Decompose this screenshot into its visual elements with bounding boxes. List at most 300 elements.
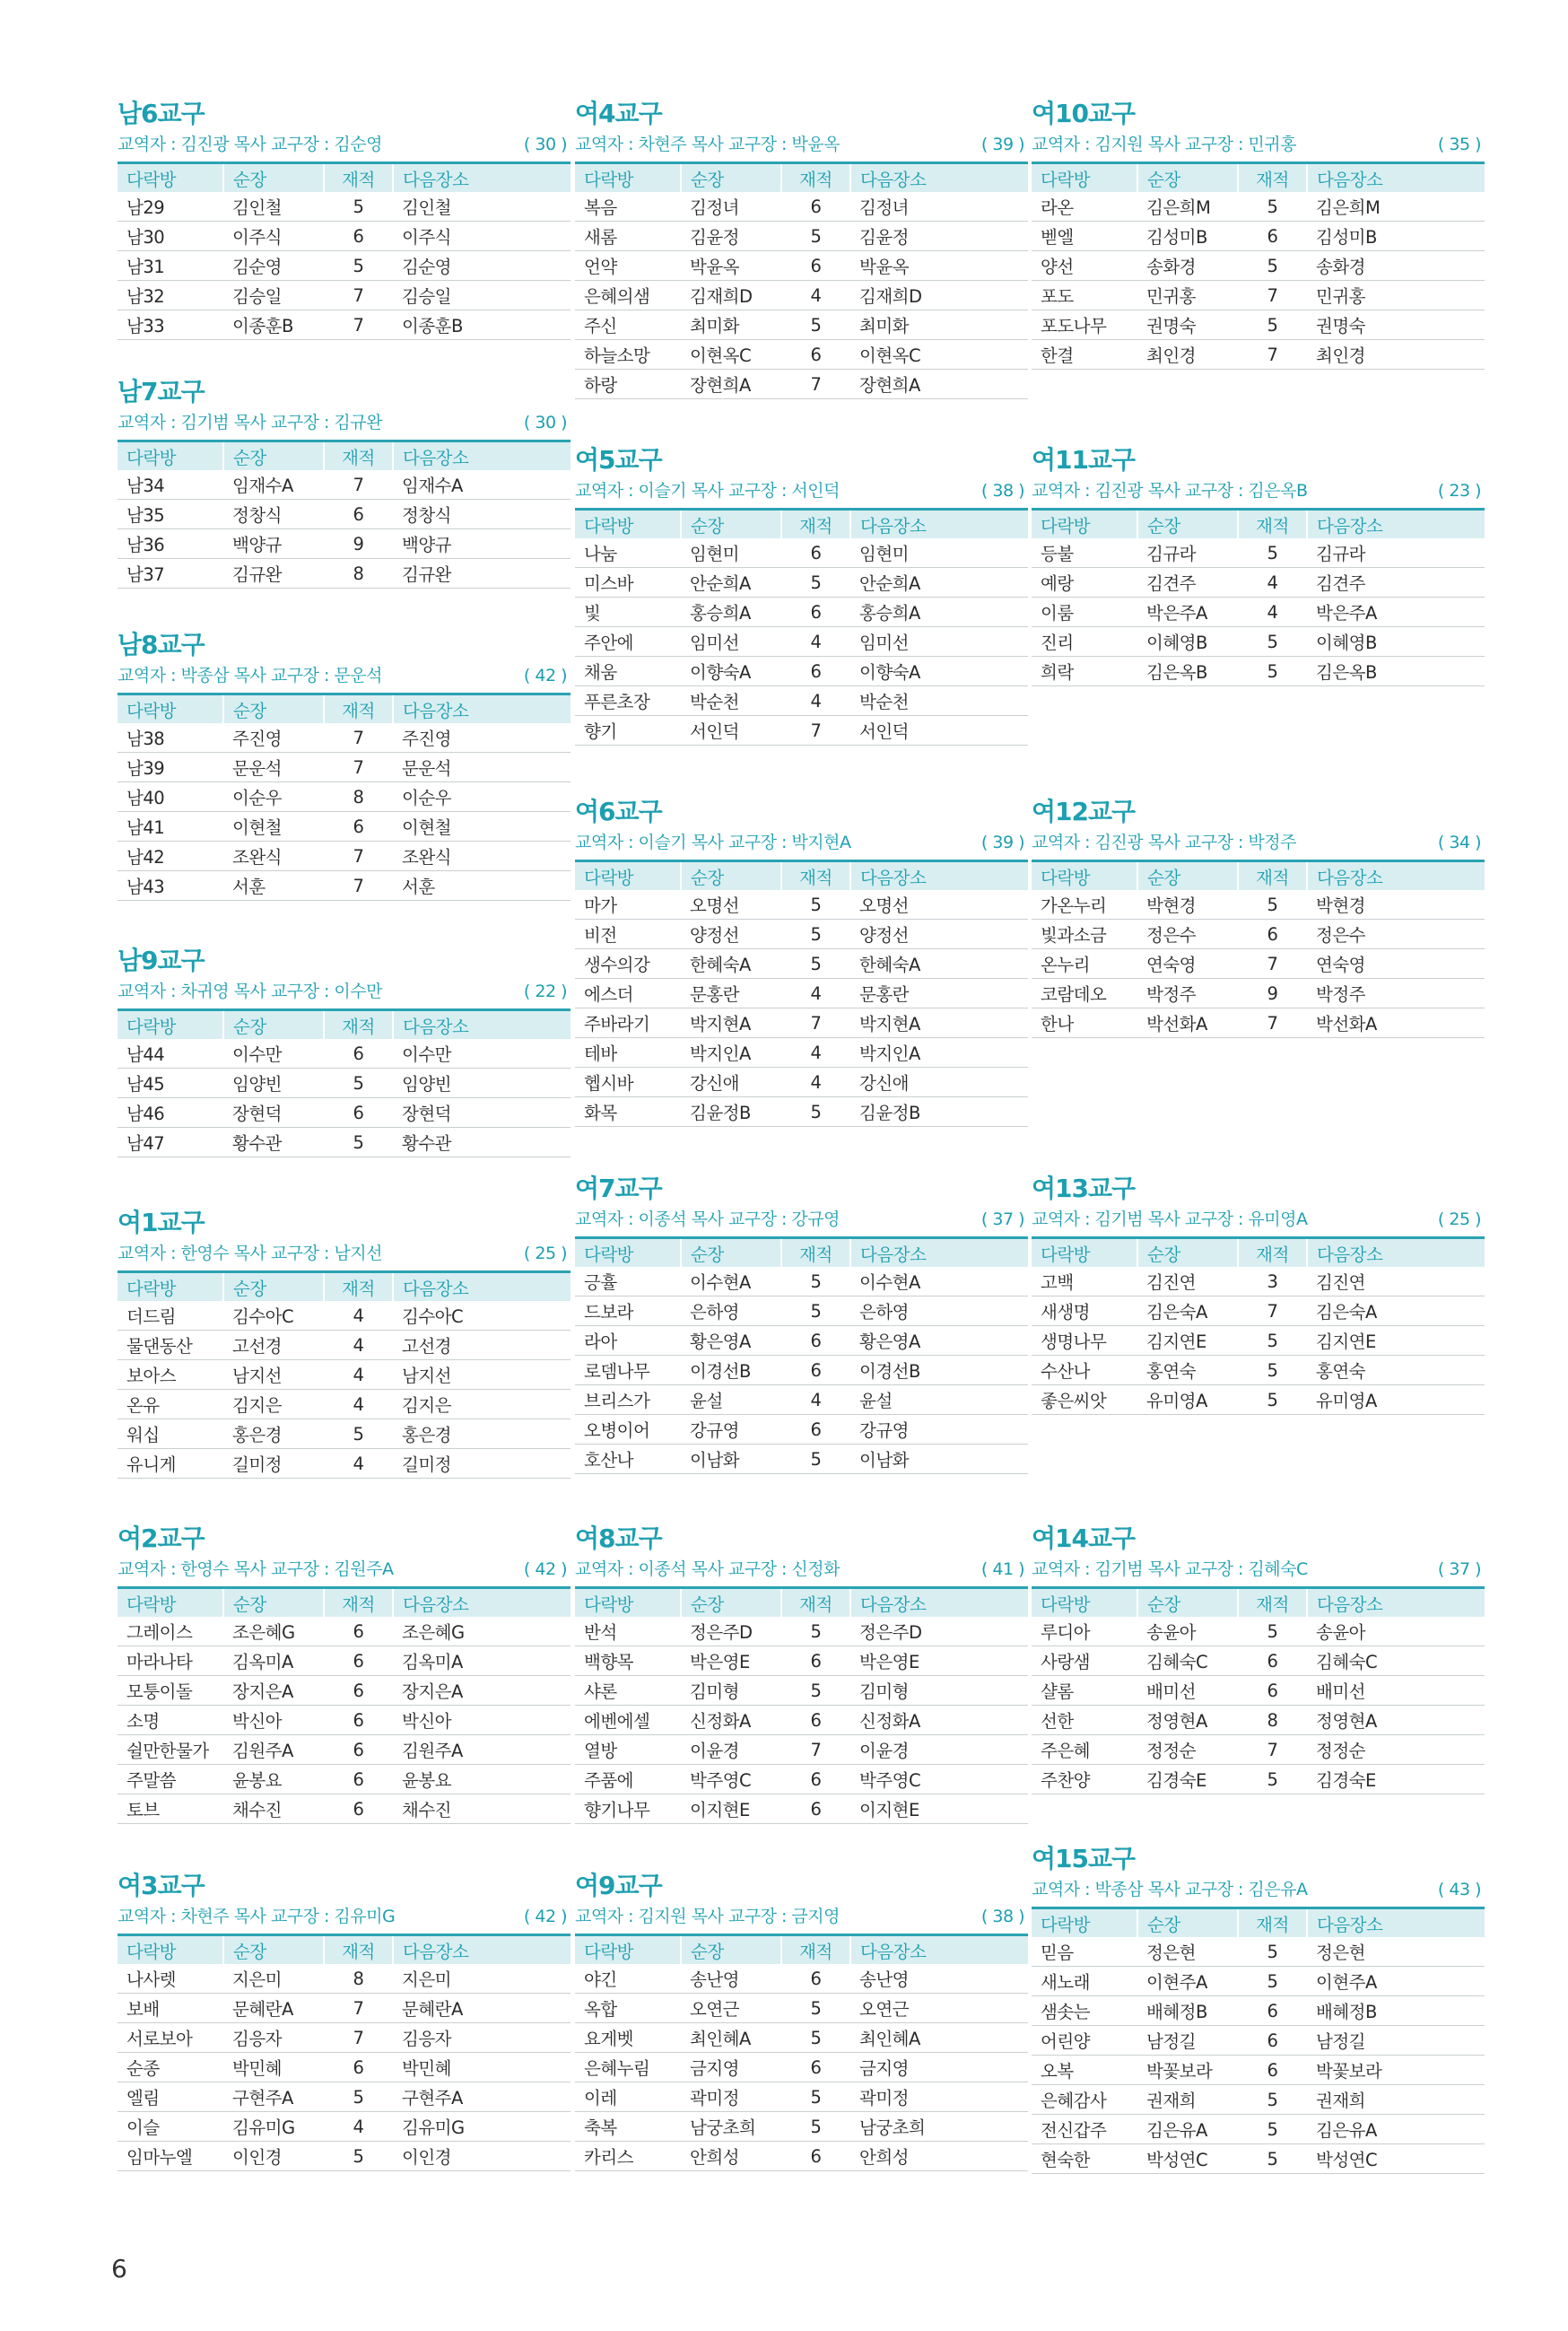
- column-header: 다락방: [118, 1935, 223, 1965]
- table-row: [1032, 1996, 1485, 2026]
- table-cell: 오연근: [850, 1994, 1028, 2023]
- table-cell: 박윤옥: [681, 251, 781, 281]
- district-leaders: 교역자 : 차현주 목사 교구장 : 김유미G: [118, 1907, 396, 1926]
- table-row: [575, 920, 1028, 949]
- table-cell: 5: [1238, 627, 1307, 657]
- table-cell: 김옥미A: [393, 1646, 571, 1676]
- table-cell: 5: [781, 2023, 850, 2053]
- district-title: 여6교구: [575, 797, 662, 826]
- table-row: [1032, 340, 1485, 370]
- table-cell: 이주식: [393, 222, 571, 251]
- table-cell: 박신아: [223, 1706, 324, 1735]
- table-row: [118, 281, 571, 310]
- table-row: [118, 310, 571, 340]
- table-header-row: [118, 441, 571, 471]
- table-cell: 4: [781, 281, 850, 310]
- table-row: [1032, 538, 1485, 568]
- table-cell: 5: [1238, 251, 1307, 281]
- table-header-row: [118, 1272, 571, 1302]
- table-cell: 이경선B: [850, 1356, 1028, 1385]
- table-cell: 채움: [575, 657, 681, 686]
- district-title: 여1교구: [118, 1208, 205, 1237]
- table-cell: 7: [1238, 340, 1307, 370]
- table-cell: 이종훈B: [223, 310, 324, 340]
- table-header-row: [1032, 1588, 1485, 1618]
- table-cell: 4: [324, 1390, 393, 1419]
- table-row: [118, 1331, 571, 1360]
- table-cell: 장현덕: [223, 1098, 324, 1128]
- table-cell: 4: [324, 1331, 393, 1360]
- table-cell: 5: [324, 1069, 393, 1098]
- table-cell: 김진연: [1307, 1267, 1485, 1296]
- district-title: 여7교구: [575, 1174, 662, 1203]
- table-cell: 이지현E: [681, 1794, 781, 1824]
- table-row: [118, 1419, 571, 1449]
- district-count: ( 23 ): [1437, 481, 1481, 501]
- table-cell: 주바라기: [575, 1008, 681, 1038]
- table-cell: 박민혜: [393, 2053, 571, 2082]
- table-cell: 에벤에셀: [575, 1706, 681, 1735]
- roster-table: [1032, 1586, 1485, 1794]
- district-block: [118, 628, 571, 901]
- table-cell: 정은주D: [850, 1617, 1028, 1646]
- table-cell: 윤설: [681, 1385, 781, 1415]
- table-cell: 루디아: [1032, 1617, 1137, 1646]
- table-cell: 송화경: [1307, 251, 1485, 281]
- table-row: [1032, 222, 1485, 251]
- table-row: [575, 1038, 1028, 1068]
- table-row: [575, 1445, 1028, 1474]
- district-leaders: 교역자 : 이종석 목사 교구장 : 강규영: [575, 1209, 840, 1229]
- table-cell: 6: [324, 2053, 393, 2082]
- table-cell: 김경숙E: [1137, 1765, 1238, 1794]
- table-row: [575, 686, 1028, 716]
- table-cell: 7: [1238, 1008, 1307, 1038]
- table-cell: 권명숙: [1307, 310, 1485, 340]
- table-row: [1032, 949, 1485, 979]
- table-cell: 이수만: [223, 1039, 324, 1069]
- table-cell: 3: [1238, 1267, 1307, 1296]
- table-cell: 6: [781, 1356, 850, 1385]
- table-row: [1032, 1008, 1485, 1038]
- table-row: [118, 1069, 571, 1098]
- column-header: 다음장소: [393, 1935, 571, 1965]
- table-cell: 강규영: [681, 1415, 781, 1445]
- table-row: [575, 538, 1028, 568]
- table-cell: 6: [324, 1735, 393, 1765]
- column-header: 다락방: [575, 861, 681, 891]
- district-info: [118, 409, 571, 436]
- district-count: ( 37 ): [980, 1209, 1024, 1229]
- table-cell: 이현옥C: [850, 340, 1028, 370]
- district-block: [575, 1522, 1028, 1824]
- table-cell: 4: [781, 627, 850, 657]
- district-block: [1032, 1522, 1485, 1794]
- table-row: [1032, 1967, 1485, 1996]
- table-cell: 이수만: [393, 1039, 571, 1069]
- table-cell: 에스더: [575, 979, 681, 1008]
- table-cell: 그레이스: [118, 1617, 223, 1646]
- table-cell: 정창식: [393, 500, 571, 529]
- table-cell: 옥합: [575, 1994, 681, 2023]
- table-cell: 5: [1238, 310, 1307, 340]
- table-cell: 김은유A: [1307, 2115, 1485, 2144]
- table-row: [1032, 1676, 1485, 1706]
- table-cell: 전신갑주: [1032, 2115, 1137, 2144]
- table-cell: 신정화A: [681, 1706, 781, 1735]
- table-cell: 5: [781, 920, 850, 949]
- table-cell: 6: [1238, 920, 1307, 949]
- table-cell: 최인혜A: [850, 2023, 1028, 2053]
- column-header: 재적: [324, 1935, 393, 1965]
- column-header: 재적: [324, 1010, 393, 1040]
- table-cell: 연숙영: [1137, 949, 1238, 979]
- table-row: [118, 782, 571, 812]
- table-cell: 생명나무: [1032, 1326, 1137, 1356]
- table-cell: 남47: [118, 1128, 223, 1157]
- roster-table: [118, 162, 571, 340]
- district-count: ( 35 ): [1437, 135, 1481, 154]
- table-cell: 장지은A: [393, 1676, 571, 1706]
- column-header: 다락방: [1032, 163, 1137, 193]
- table-cell: 배혜정B: [1307, 1996, 1485, 2026]
- table-row: [575, 1706, 1028, 1735]
- table-cell: 보아스: [118, 1360, 223, 1390]
- district-count: ( 30 ): [523, 135, 567, 154]
- table-cell: 백양규: [223, 529, 324, 559]
- table-cell: 5: [781, 222, 850, 251]
- table-cell: 7: [1238, 1296, 1307, 1326]
- column-header: 다락방: [575, 163, 681, 193]
- table-cell: 5: [324, 1128, 393, 1157]
- table-cell: 4: [324, 2112, 393, 2142]
- table-cell: 박성연C: [1137, 2144, 1238, 2174]
- district-title: 남7교구: [118, 377, 205, 406]
- column-header: 다음장소: [393, 163, 571, 193]
- column-header: 재적: [324, 1272, 393, 1302]
- column-header: 순장: [681, 861, 781, 891]
- table-cell: 5: [324, 251, 393, 281]
- table-cell: 금지영: [681, 2053, 781, 2082]
- table-cell: 코람데오: [1032, 979, 1137, 1008]
- table-row: [118, 1735, 571, 1765]
- table-row: [575, 1794, 1028, 1824]
- table-cell: 고백: [1032, 1267, 1137, 1296]
- table-cell: 김은희M: [1307, 192, 1485, 222]
- table-cell: 최미화: [850, 310, 1028, 340]
- table-cell: 이윤경: [681, 1735, 781, 1765]
- column-header: 다음장소: [850, 861, 1028, 891]
- table-cell: 양정선: [681, 920, 781, 949]
- table-cell: 샬롬: [1032, 1676, 1137, 1706]
- table-cell: 김혜숙C: [1137, 1646, 1238, 1676]
- table-cell: 엘림: [118, 2082, 223, 2112]
- district-block: [1032, 1172, 1485, 1415]
- table-cell: 테바: [575, 1038, 681, 1068]
- district-title: 여13교구: [1032, 1174, 1136, 1203]
- table-cell: 4: [781, 686, 850, 716]
- table-cell: 이슬: [118, 2112, 223, 2142]
- table-cell: 주안에: [575, 627, 681, 657]
- district-count: ( 41 ): [980, 1559, 1024, 1579]
- table-row: [1032, 1646, 1485, 1676]
- column-header: 재적: [781, 163, 850, 193]
- table-row: [118, 529, 571, 559]
- district-count: ( 38 ): [980, 481, 1024, 501]
- table-cell: 권재희: [1137, 2085, 1238, 2115]
- table-cell: 4: [781, 979, 850, 1008]
- table-cell: 송난영: [681, 1964, 781, 1994]
- table-cell: 4: [781, 1068, 850, 1097]
- table-row: [1032, 251, 1485, 281]
- table-row: [118, 1794, 571, 1824]
- table-cell: 사랑샘: [1032, 1646, 1137, 1676]
- table-cell: 5: [1238, 2144, 1307, 2174]
- table-cell: 6: [781, 340, 850, 370]
- table-cell: 박지인A: [681, 1038, 781, 1068]
- table-cell: 워십: [118, 1419, 223, 1449]
- column-header: 다락방: [118, 441, 223, 471]
- roster-table: [118, 1270, 571, 1479]
- table-cell: 등불: [1032, 538, 1137, 568]
- table-cell: 신정화A: [850, 1706, 1028, 1735]
- table-cell: 임현미: [850, 538, 1028, 568]
- district-title: 여8교구: [575, 1523, 662, 1553]
- table-cell: 이현주A: [1137, 1967, 1238, 1996]
- table-cell: 새노래: [1032, 1967, 1137, 1996]
- table-cell: 박순천: [850, 686, 1028, 716]
- table-cell: 6: [324, 1039, 393, 1069]
- table-cell: 문운석: [393, 753, 571, 782]
- table-cell: 이주식: [223, 222, 324, 251]
- roster-table: [575, 1236, 1028, 1474]
- roster-table: [118, 693, 571, 901]
- table-cell: 6: [1238, 1676, 1307, 1706]
- table-cell: 김규완: [393, 559, 571, 589]
- table-cell: 윤봉요: [223, 1765, 324, 1794]
- table-cell: 5: [781, 1097, 850, 1127]
- table-row: [1032, 310, 1485, 340]
- district-block: [575, 97, 1028, 399]
- table-row: [575, 192, 1028, 222]
- table-row: [118, 1390, 571, 1419]
- table-cell: 7: [324, 871, 393, 901]
- column-header: 순장: [681, 1238, 781, 1268]
- table-cell: 이순우: [393, 782, 571, 812]
- table-header-row: [118, 694, 571, 724]
- table-row: [118, 1039, 571, 1069]
- table-row: [118, 251, 571, 281]
- table-cell: 임재수A: [223, 470, 324, 500]
- district-block: [118, 944, 571, 1157]
- table-cell: 5: [1238, 2085, 1307, 2115]
- table-cell: 양선: [1032, 251, 1137, 281]
- table-cell: 샘솟는: [1032, 1996, 1137, 2026]
- table-cell: 새롬: [575, 222, 681, 251]
- table-cell: 홍연숙: [1307, 1356, 1485, 1385]
- column-header: 재적: [781, 1935, 850, 1965]
- table-row: [575, 890, 1028, 920]
- table-row: [118, 753, 571, 782]
- district-count: ( 39 ): [980, 135, 1024, 154]
- table-cell: 최인경: [1307, 340, 1485, 370]
- column-header: 다음장소: [850, 1935, 1028, 1965]
- table-cell: 6: [781, 598, 850, 627]
- table-row: [575, 2023, 1028, 2053]
- column-header: 다음장소: [1307, 163, 1485, 193]
- table-cell: 박현경: [1307, 890, 1485, 920]
- district-count: ( 25 ): [523, 1244, 567, 1263]
- table-cell: 이종훈B: [393, 310, 571, 340]
- table-cell: 로뎀나무: [575, 1356, 681, 1385]
- table-cell: 박은영E: [681, 1646, 781, 1676]
- table-cell: 박주영C: [850, 1765, 1028, 1794]
- table-cell: 4: [1238, 598, 1307, 627]
- table-cell: 5: [781, 890, 850, 920]
- table-cell: 남지선: [393, 1360, 571, 1390]
- table-cell: 남정길: [1307, 2026, 1485, 2056]
- table-row: [575, 281, 1028, 310]
- table-cell: 5: [1238, 1617, 1307, 1646]
- table-header-row: [1032, 861, 1485, 891]
- table-cell: 박은주A: [1307, 598, 1485, 627]
- table-cell: 빛: [575, 598, 681, 627]
- district-block: [1032, 443, 1485, 686]
- table-row: [1032, 2056, 1485, 2085]
- table-cell: 홍은경: [223, 1419, 324, 1449]
- table-cell: 주진영: [393, 723, 571, 753]
- table-header-row: [118, 1935, 571, 1965]
- roster-table: [575, 860, 1028, 1127]
- column-header: 재적: [324, 694, 393, 724]
- column-header: 재적: [781, 1588, 850, 1618]
- table-header-row: [1032, 510, 1485, 539]
- table-row: [118, 1964, 571, 1994]
- table-cell: 샤론: [575, 1676, 681, 1706]
- column-header: 다음장소: [1307, 510, 1485, 539]
- table-cell: 남36: [118, 529, 223, 559]
- table-cell: 김윤정: [850, 222, 1028, 251]
- table-cell: 8: [324, 559, 393, 589]
- district-info: [1032, 131, 1485, 158]
- table-cell: 하늘소망: [575, 340, 681, 370]
- table-cell: 길미정: [393, 1449, 571, 1479]
- table-cell: 6: [781, 192, 850, 222]
- roster-table: [1032, 1907, 1485, 2174]
- table-cell: 6: [781, 1706, 850, 1735]
- table-cell: 송윤아: [1137, 1617, 1238, 1646]
- table-cell: 이수현A: [850, 1267, 1028, 1296]
- district-info: [575, 1903, 1028, 1930]
- table-cell: 6: [324, 222, 393, 251]
- table-cell: 강규영: [850, 1415, 1028, 1445]
- table-cell: 김인철: [223, 192, 324, 222]
- table-cell: 최인혜A: [681, 2023, 781, 2053]
- column-header: 순장: [223, 1588, 324, 1618]
- table-cell: 요게벳: [575, 2023, 681, 2053]
- table-cell: 언약: [575, 251, 681, 281]
- table-row: [1032, 598, 1485, 627]
- table-cell: 박선화A: [1307, 1008, 1485, 1038]
- table-row: [118, 1646, 571, 1676]
- table-cell: 김혜숙C: [1307, 1646, 1485, 1676]
- table-cell: 이경선B: [681, 1356, 781, 1385]
- roster-table: [1032, 860, 1485, 1038]
- table-row: [118, 2023, 571, 2053]
- page-number: 6: [111, 2254, 127, 2283]
- table-cell: 김경숙E: [1307, 1765, 1485, 1794]
- table-cell: 김은옥B: [1137, 657, 1238, 686]
- district-info: [1032, 1206, 1485, 1233]
- column-header: 순장: [1137, 1238, 1238, 1268]
- table-cell: 배미선: [1307, 1676, 1485, 1706]
- table-cell: 정영현A: [1137, 1706, 1238, 1735]
- table-cell: 선한: [1032, 1706, 1137, 1735]
- table-cell: 희락: [1032, 657, 1137, 686]
- table-cell: 마가: [575, 890, 681, 920]
- table-cell: 6: [781, 2142, 850, 2171]
- table-cell: 7: [324, 1994, 393, 2023]
- district-info: [1032, 829, 1485, 856]
- district-count: ( 39 ): [980, 833, 1024, 852]
- table-cell: 9: [1238, 979, 1307, 1008]
- table-cell: 보배: [118, 1994, 223, 2023]
- table-cell: 김정녀: [681, 192, 781, 222]
- table-cell: 라온: [1032, 192, 1137, 222]
- table-cell: 곽미정: [850, 2082, 1028, 2112]
- table-cell: 포도: [1032, 281, 1137, 310]
- district-block: [1032, 795, 1485, 1038]
- column-header: 다락방: [1032, 1908, 1137, 1938]
- district-count: ( 42 ): [523, 1907, 567, 1926]
- column-header: 재적: [1238, 1908, 1307, 1938]
- table-cell: 오명선: [681, 890, 781, 920]
- column-header: 다음장소: [850, 510, 1028, 539]
- table-cell: 윤설: [850, 1385, 1028, 1415]
- district-block: [575, 1869, 1028, 2171]
- table-cell: 카리스: [575, 2142, 681, 2171]
- table-cell: 좋은씨앗: [1032, 1385, 1137, 1415]
- table-cell: 김승일: [223, 281, 324, 310]
- table-cell: 이레: [575, 2082, 681, 2112]
- table-row: [118, 1676, 571, 1706]
- district-count: ( 37 ): [1437, 1559, 1481, 1579]
- table-cell: 비전: [575, 920, 681, 949]
- district-leaders: 교역자 : 한영수 목사 교구장 : 남지선: [118, 1244, 382, 1263]
- table-cell: 5: [781, 1617, 850, 1646]
- table-cell: 김진연: [1137, 1267, 1238, 1296]
- table-row: [575, 222, 1028, 251]
- table-cell: 임마누엘: [118, 2142, 223, 2171]
- district-leaders: 교역자 : 김지원 목사 교구장 : 금지영: [575, 1907, 840, 1926]
- table-cell: 6: [324, 1676, 393, 1706]
- table-cell: 김미형: [850, 1676, 1028, 1706]
- column-header: 순장: [1137, 510, 1238, 539]
- district-leaders: 교역자 : 김진광 목사 교구장 : 김순영: [118, 135, 382, 154]
- column-header: 재적: [324, 441, 393, 471]
- table-cell: 이향숙A: [681, 657, 781, 686]
- table-cell: 박현경: [1137, 890, 1238, 920]
- table-row: [575, 1356, 1028, 1385]
- table-cell: 마라나타: [118, 1646, 223, 1676]
- table-cell: 주품에: [575, 1765, 681, 1794]
- table-cell: 생수의강: [575, 949, 681, 979]
- table-cell: 4: [324, 1449, 393, 1479]
- table-cell: 유미영A: [1137, 1385, 1238, 1415]
- district-block: [118, 1869, 571, 2171]
- table-row: [575, 2112, 1028, 2142]
- table-row: [575, 1296, 1028, 1326]
